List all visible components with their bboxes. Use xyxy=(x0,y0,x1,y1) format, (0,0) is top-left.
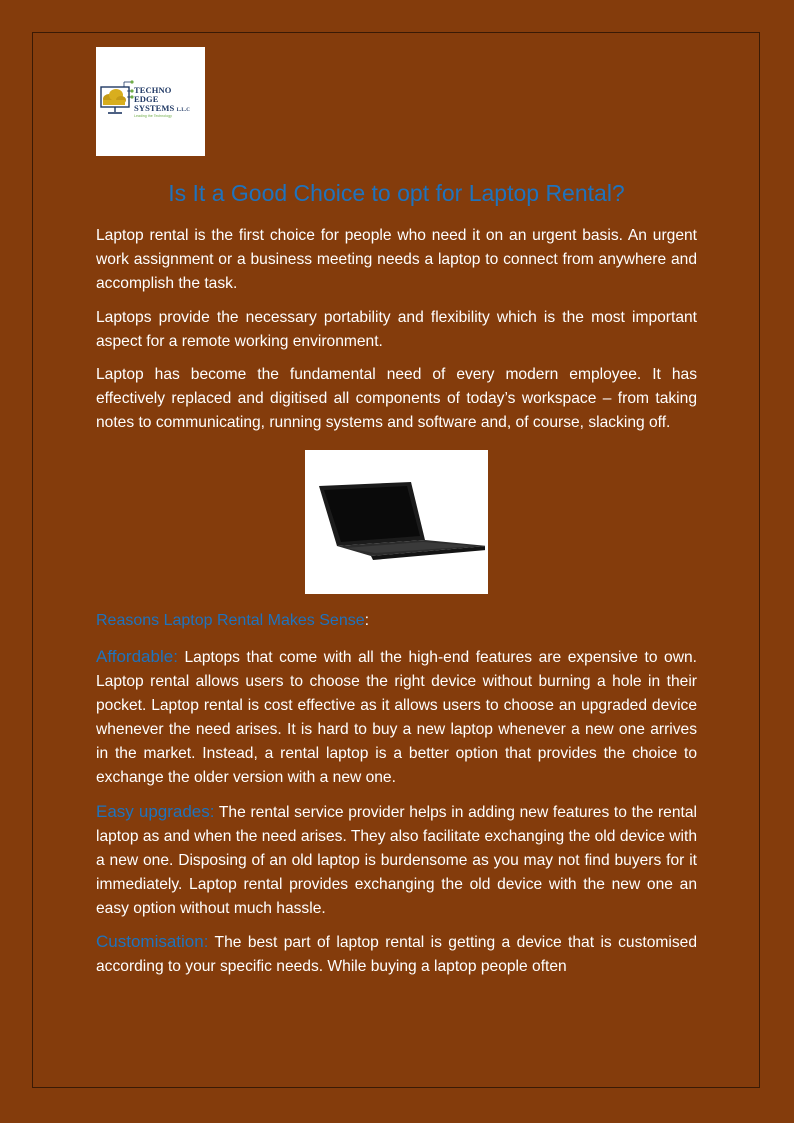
intro-paragraph-3: Laptop has become the fundamental need of every modern employee. It has effectively replaced and digitised all components of today’s workspace – from taking notes to communicating, running systems and software and, of course, slacking off. xyxy=(96,366,697,431)
reason-text-easy-upgrades: The rental service provider helps in adding new features to the rental laptop as and when the need arises. They also facilitate exchanging the old device with a new one. Disposing of an old laptop is burdensome as you may not find buyers for it immediately. Laptop rental provides exchanging the old device with the new one an easy option without much hassle. xyxy=(96,803,697,917)
intro-paragraph-2: Laptops provide the necessary portability and flexibility which is the most important aspect for a remote working environment. xyxy=(96,308,697,350)
reason-customisation xyxy=(96,930,697,979)
logo-text-llc: L.L.C xyxy=(176,108,190,113)
cloud-monitor-logo-icon xyxy=(99,79,135,119)
reason-label-customisation: Customisation: xyxy=(96,932,209,951)
reason-label-easy-upgrades: Easy upgrades: xyxy=(96,801,215,821)
laptop-image xyxy=(305,450,488,594)
reason-text-affordable: Laptops that come with all the high-end features are expensive to own. Laptop rental allows users to choose the right device without burning a hole in their pocket. Laptop rental is cost effective as it allows users to choose an upgraded device whenever the need arises. It is hard to buy a new laptop whenever a new one arrives in the market. Instead, a rental laptop is a better option that provides the choice to exchange the older version with a new one. xyxy=(96,649,697,786)
reasons-heading xyxy=(96,609,697,633)
reason-easy-upgrades xyxy=(96,800,697,921)
reason-text-customisation: The best part of laptop rental is getting a device that is customised according to your specific needs. While buying a laptop people often xyxy=(96,934,697,975)
logo-text-techno: TECHNO xyxy=(134,85,172,95)
reasons-heading-colon: : xyxy=(364,612,370,629)
reason-affordable xyxy=(96,645,697,790)
article-body xyxy=(96,176,697,989)
intro-paragraph-1: Laptop rental is the first choice for people who need it on an urgent basis. An urgent work assignment or a business meeting needs a laptop to connect from anywhere and accomplish the task. xyxy=(96,227,697,292)
company-logo xyxy=(96,47,205,156)
logo-text-edge: EDGE xyxy=(134,94,159,104)
logo-text-systems-word: SYSTEMS xyxy=(134,103,175,113)
reason-label-affordable: Affordable: xyxy=(96,647,178,666)
logo-tagline: Leading the Technology xyxy=(134,114,172,118)
reasons-heading-text: Reasons Laptop Rental Makes Sense xyxy=(96,612,365,629)
laptop-icon xyxy=(315,480,485,560)
article-title: Is It a Good Choice to opt for Laptop Rental? xyxy=(168,180,625,206)
